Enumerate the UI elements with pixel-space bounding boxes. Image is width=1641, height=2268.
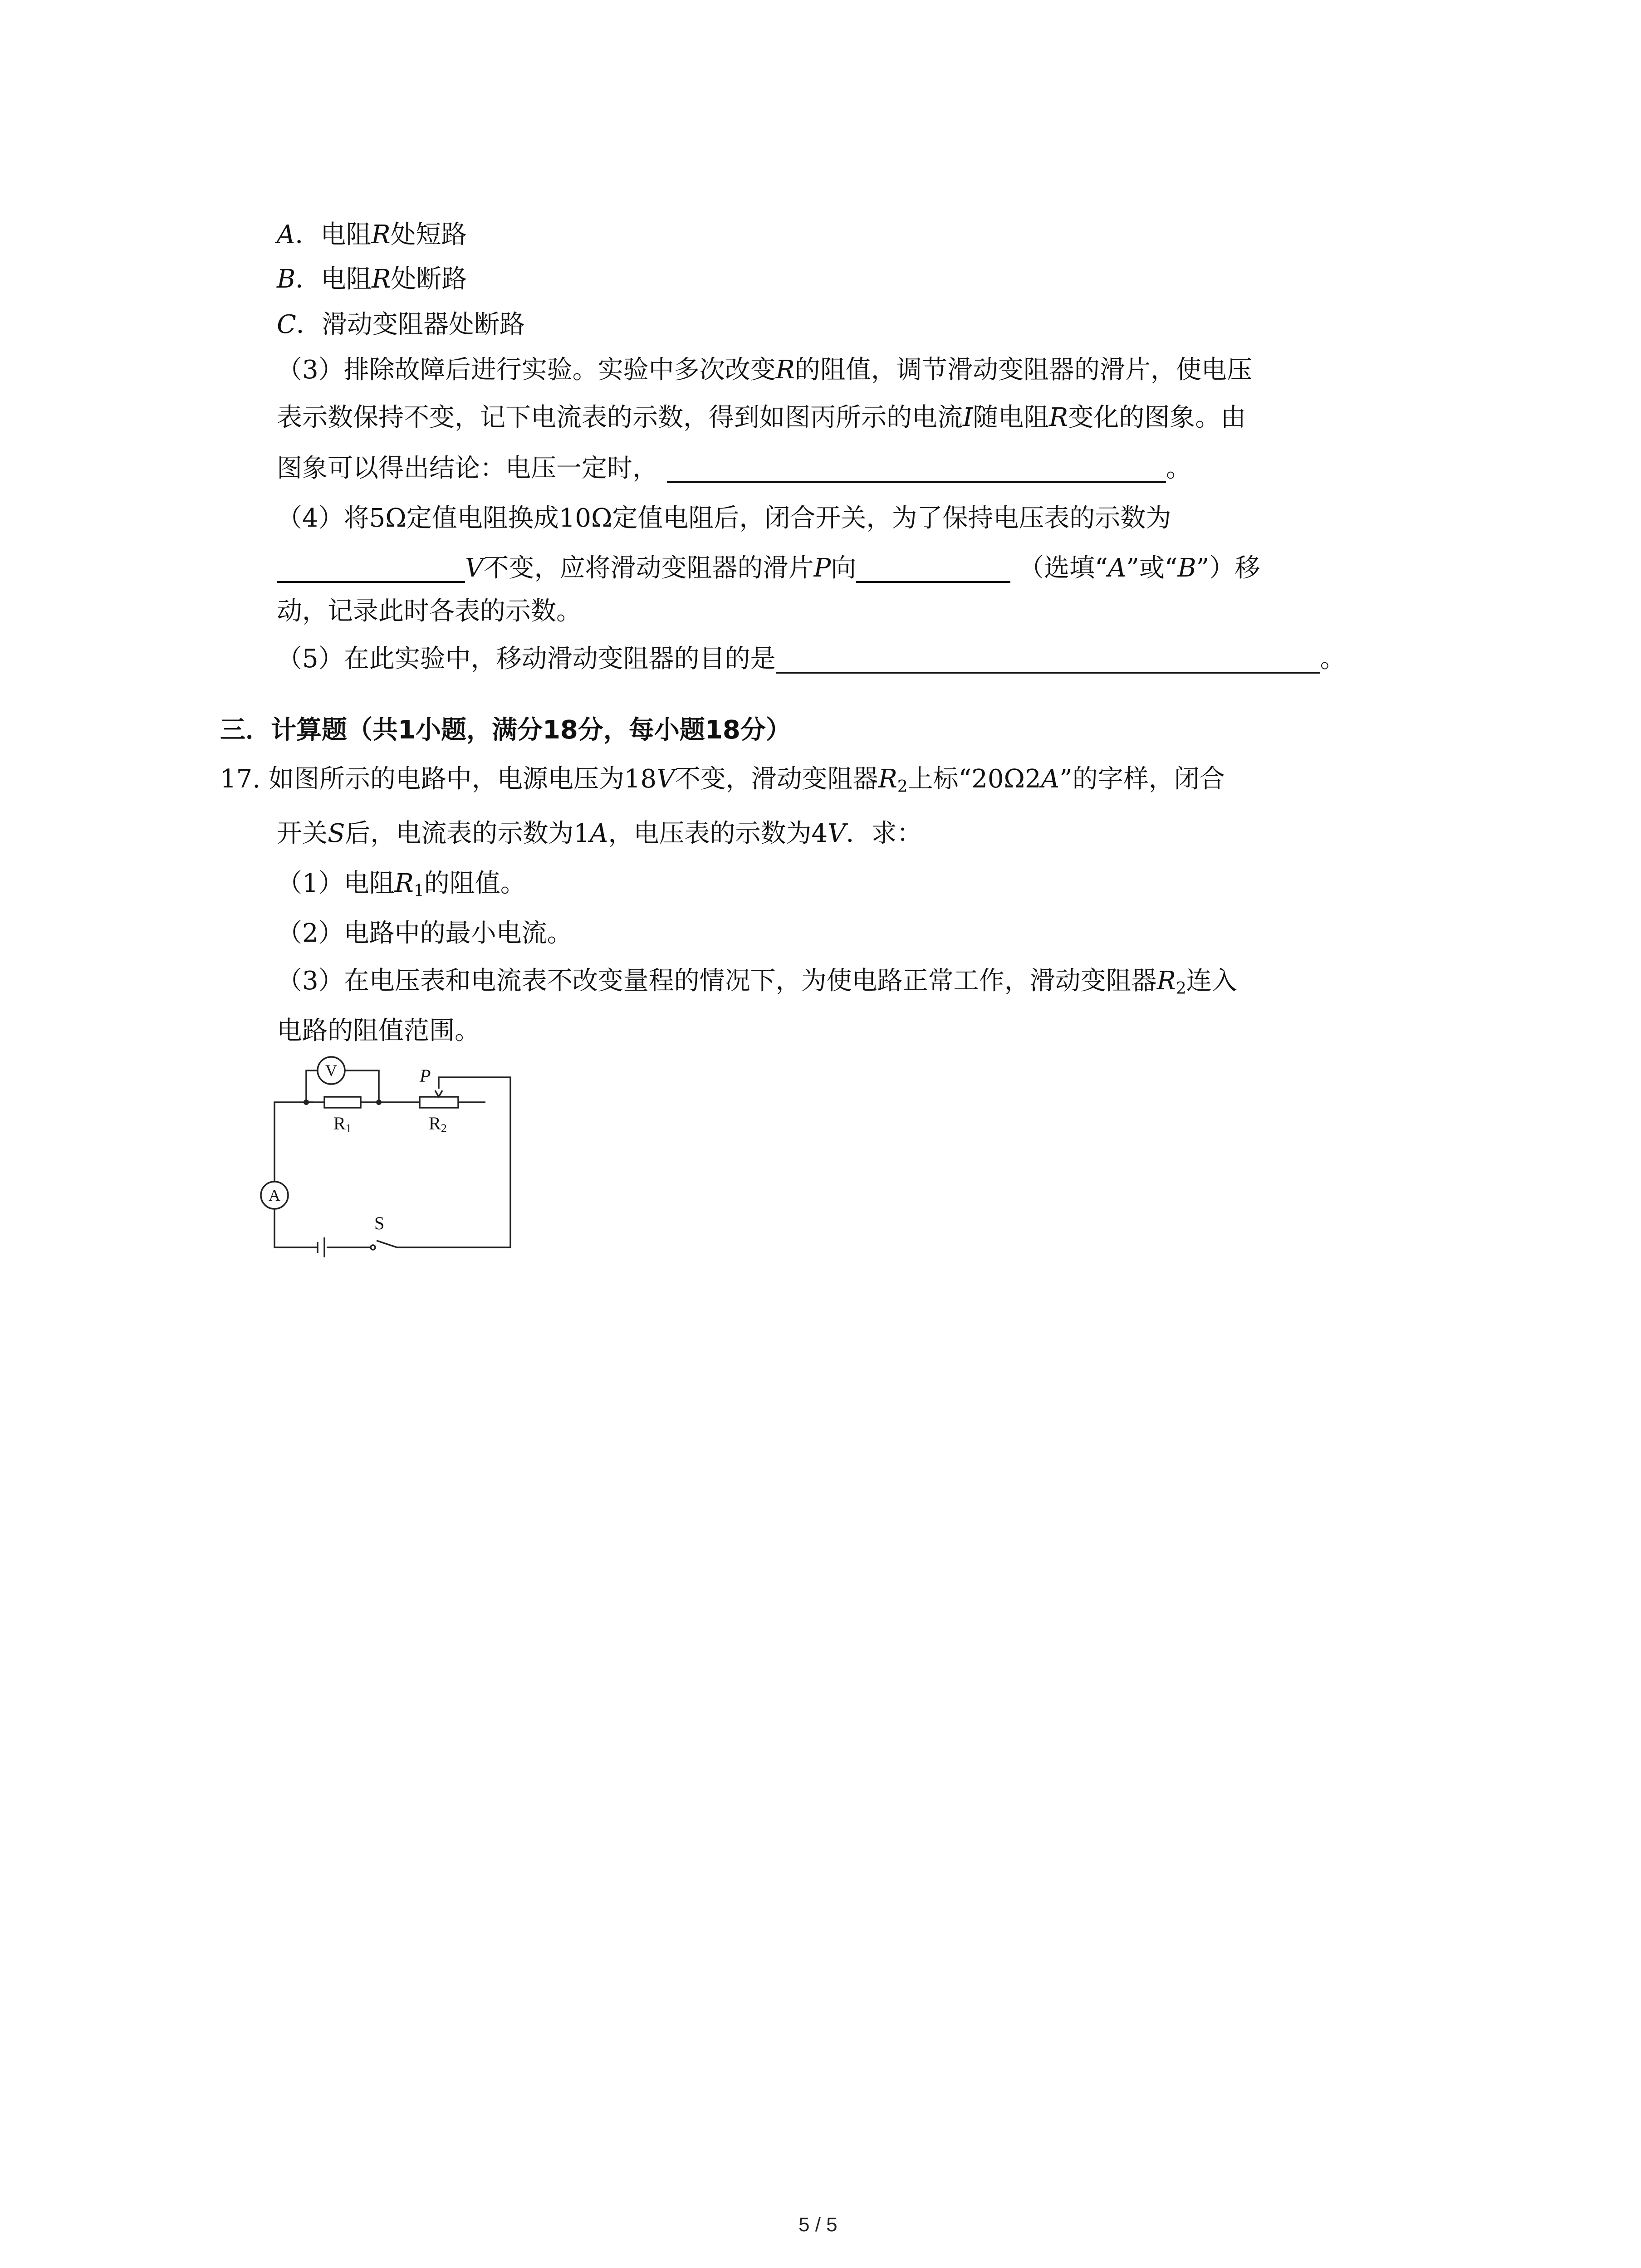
q16-part4-line2: V不变，应将滑动变阻器的滑片P向 （选填“A”或“B”）移: [277, 556, 1260, 583]
switch-lever[interactable]: [377, 1241, 397, 1247]
q17-sub1: （1）电阻$R_1$的阻值。: [277, 869, 526, 900]
section-heading: 三．计算题（共1小题，满分18分，每小题18分）: [220, 715, 791, 745]
resistor-r2: [420, 1097, 458, 1108]
option-c: C．滑动变阻器处断路: [277, 310, 525, 339]
r2-label: R2: [429, 1113, 447, 1135]
switch-contact: [371, 1245, 375, 1250]
circuit-diagram: [269, 1052, 526, 1261]
junction-left: [304, 1100, 309, 1105]
q17-sub3: （3）在电压表和电流表不改变量程的情况下，为使电路正常工作，滑动变阻器$R_2$连入: [277, 966, 1237, 998]
q17-line2: 开关S后，电流表的示数为1A，电压表的示数为4V．求：: [277, 819, 922, 848]
slider-label: P: [420, 1066, 431, 1086]
ammeter-label: A: [269, 1186, 280, 1204]
q17-sub4: 电路的阻值范围。: [277, 1016, 480, 1046]
resistor-r1: [324, 1097, 361, 1108]
slider-arrow: [435, 1090, 442, 1097]
q16-part3-line3: 图象可以得出结论：电压一定时， 。: [277, 454, 1191, 483]
q16-part4-line1: （4）将5Ω定值电阻换成10Ω定值电阻后，闭合开关，为了保持电压表的示数为: [277, 503, 1171, 533]
q17-line1: 17. 如图所示的电路中，电源电压为18V不变，滑动变阻器$R_2$上标“20Ω2A”的字样，闭合: [220, 764, 1225, 796]
answer-blank-direction[interactable]: [856, 556, 1010, 583]
voltmeter-wire-left: [306, 1070, 318, 1102]
page-number: 5 / 5: [798, 2214, 838, 2236]
r1-label: R1: [333, 1113, 352, 1135]
q16-part4-line3: 动，记录此时各表的示数。: [277, 596, 582, 626]
answer-blank-voltage[interactable]: [277, 556, 465, 583]
answer-blank-conclusion[interactable]: [667, 456, 1166, 483]
voltmeter-label: V: [325, 1061, 337, 1080]
answer-blank-purpose[interactable]: [776, 646, 1320, 674]
q16-part3-line2: 表示数保持不变，记下电流表的示数，得到如图丙所示的电流I随电阻R变化的图象。由: [277, 403, 1246, 432]
q16-part3-line1: （3）排除故障后进行实验。实验中多次改变R的阻值，调节滑动变阻器的滑片，使电压: [277, 355, 1252, 385]
option-a: A．电阻R处短路: [277, 220, 467, 249]
q17-sub2: （2）电路中的最小电流。: [277, 919, 573, 948]
q16-part5: （5）在此实验中，移动滑动变阻器的目的是 。: [277, 644, 1346, 674]
switch-label: S: [374, 1213, 385, 1233]
junction-right: [376, 1100, 382, 1105]
option-b: B．电阻R处断路: [277, 264, 467, 294]
